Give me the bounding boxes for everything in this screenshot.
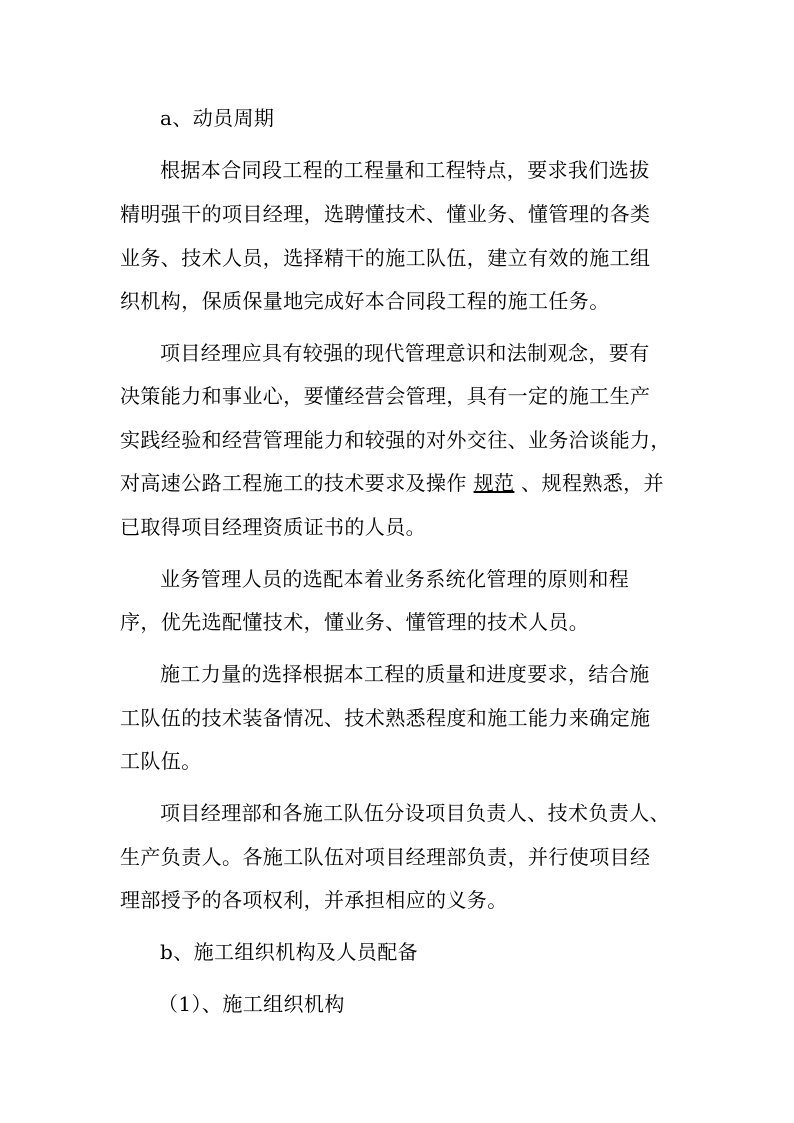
text-segment: 、规程熟悉，并 xyxy=(521,471,664,495)
paragraph-line: 业务、技术人员，选择精干的施工队伍，建立有效的施工组 xyxy=(120,246,651,270)
underlined-term: 规范 xyxy=(473,471,515,495)
paragraph-line: 实践经验和经营管理能力和较强的对外交往、业务洽谈能力， xyxy=(120,428,671,452)
paragraph-line: 生产负责人。各施工队伍对项目经理部负责，并行使项目经 xyxy=(120,845,651,869)
section-heading-a: a、动员周期 xyxy=(160,106,275,130)
paragraph-line: 工队伍。 xyxy=(120,749,202,773)
paragraph-line: 工队伍的技术装备情况、技术熟悉程度和施工能力来确定施 xyxy=(120,706,651,730)
paragraph-line: 精明强干的项目经理，选聘懂技术、懂业务、懂管理的各类 xyxy=(120,202,651,226)
section-heading-b: b、施工组织机构及人员配备 xyxy=(160,940,419,964)
paragraph-line: 根据本合同段工程的工程量和工程特点，要求我们选拔 xyxy=(160,158,650,182)
paragraph-line: 序，优先选配懂技术，懂业务、懂管理的技术人员。 xyxy=(120,610,590,634)
paragraph-line: 决策能力和事业心，要懂经营会管理，具有一定的施工生产 xyxy=(120,384,651,408)
text-segment: 对高速公路工程施工的技术要求及操作 xyxy=(120,471,467,495)
paragraph-line: 理部授予的各项权利，并承担相应的义务。 xyxy=(120,888,508,912)
paragraph-line: 项目经理应具有较强的现代管理意识和法制观念，要有 xyxy=(160,341,650,365)
paragraph-line: 业务管理人员的选配本着业务系统化管理的原则和程 xyxy=(160,567,630,591)
paragraph-line: 项目经理部和各施工队伍分设项目负责人、技术负责人、 xyxy=(160,801,670,825)
paragraph-line: 织机构，保质保量地完成好本合同段工程的施工任务。 xyxy=(120,289,610,313)
paragraph-line xyxy=(120,469,664,497)
paragraph-line: 已取得项目经理资质证书的人员。 xyxy=(120,515,426,539)
subsection-heading: （1）、施工组织机构 xyxy=(158,992,345,1016)
paragraph-line: 施工力量的选择根据本工程的质量和进度要求，结合施 xyxy=(160,662,650,686)
